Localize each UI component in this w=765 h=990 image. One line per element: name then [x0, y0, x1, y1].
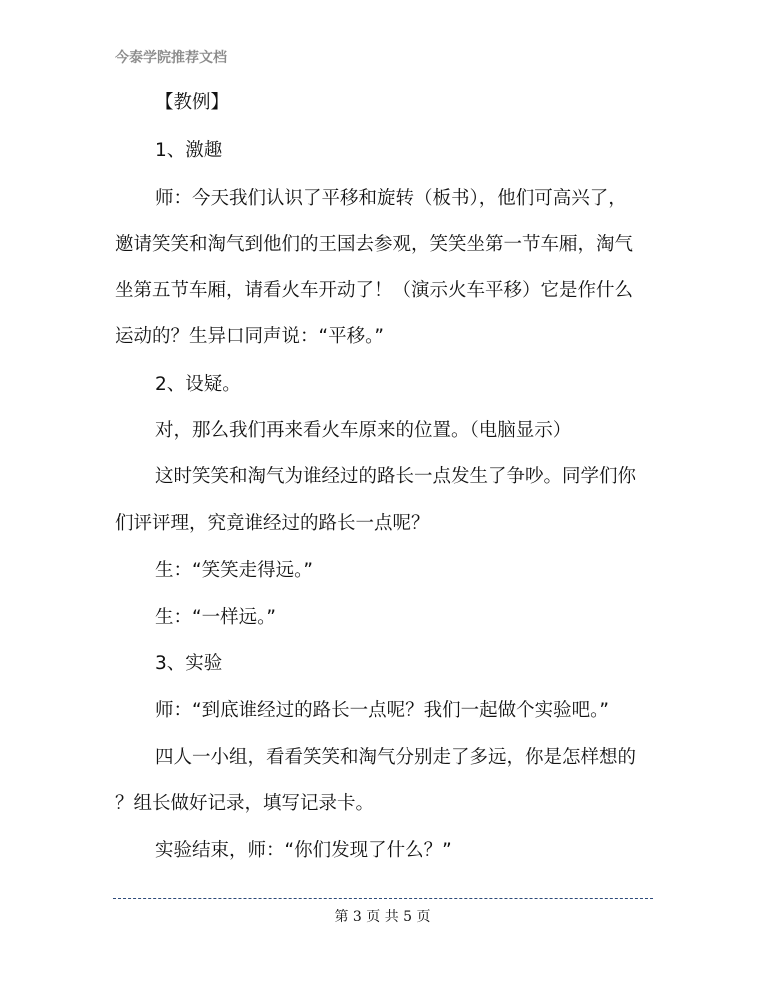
paragraph-line: 四人一小组，看看笑笑和淘气分别走了多远，你是怎样想的: [155, 747, 637, 768]
paragraph-line: 【教例】: [155, 92, 230, 113]
paragraph-line: 2、设疑。: [155, 374, 241, 395]
paragraph-line: 这时笑笑和淘气为谁经过的路长一点发生了争吵。同学们你: [155, 466, 637, 487]
paragraph-line: 坐第五节车厢，请看火车开动了！（演示火车平移）它是作什么: [115, 280, 634, 301]
paragraph-line: ？组长做好记录，填写记录卡。: [115, 793, 375, 814]
paragraph-line: 邀请笑笑和淘气到他们的王国去参观，笑笑坐第一节车厢，淘气: [115, 234, 634, 255]
paragraph-line: 3、实验: [155, 653, 223, 674]
document-header-watermark: 今泰学院推荐文档: [115, 50, 227, 66]
paragraph-line: 们评评理，究竟谁经过的路长一点呢？: [115, 513, 430, 534]
paragraph-line: 1、激趣: [155, 140, 223, 161]
paragraph-line: 生：“笑笑走得远。”: [155, 560, 313, 581]
paragraph-line: 师：“到底谁经过的路长一点呢？我们一起做个实验吧。”: [155, 700, 609, 721]
page-number: 第 3 页 共 5 页: [334, 909, 431, 925]
paragraph-line: 生：“一样远。”: [155, 607, 276, 628]
paragraph-line: 实验结束，师：“你们发现了什么？”: [155, 840, 452, 861]
footer-divider: [113, 898, 653, 899]
paragraph-line: 师：今天我们认识了平移和旋转（板书），他们可高兴了，: [155, 188, 627, 209]
paragraph-line: 对，那么我们再来看火车原来的位置。（电脑显示）: [155, 420, 572, 441]
paragraph-line: 运动的？生异口同声说：“平移。”: [115, 326, 384, 347]
